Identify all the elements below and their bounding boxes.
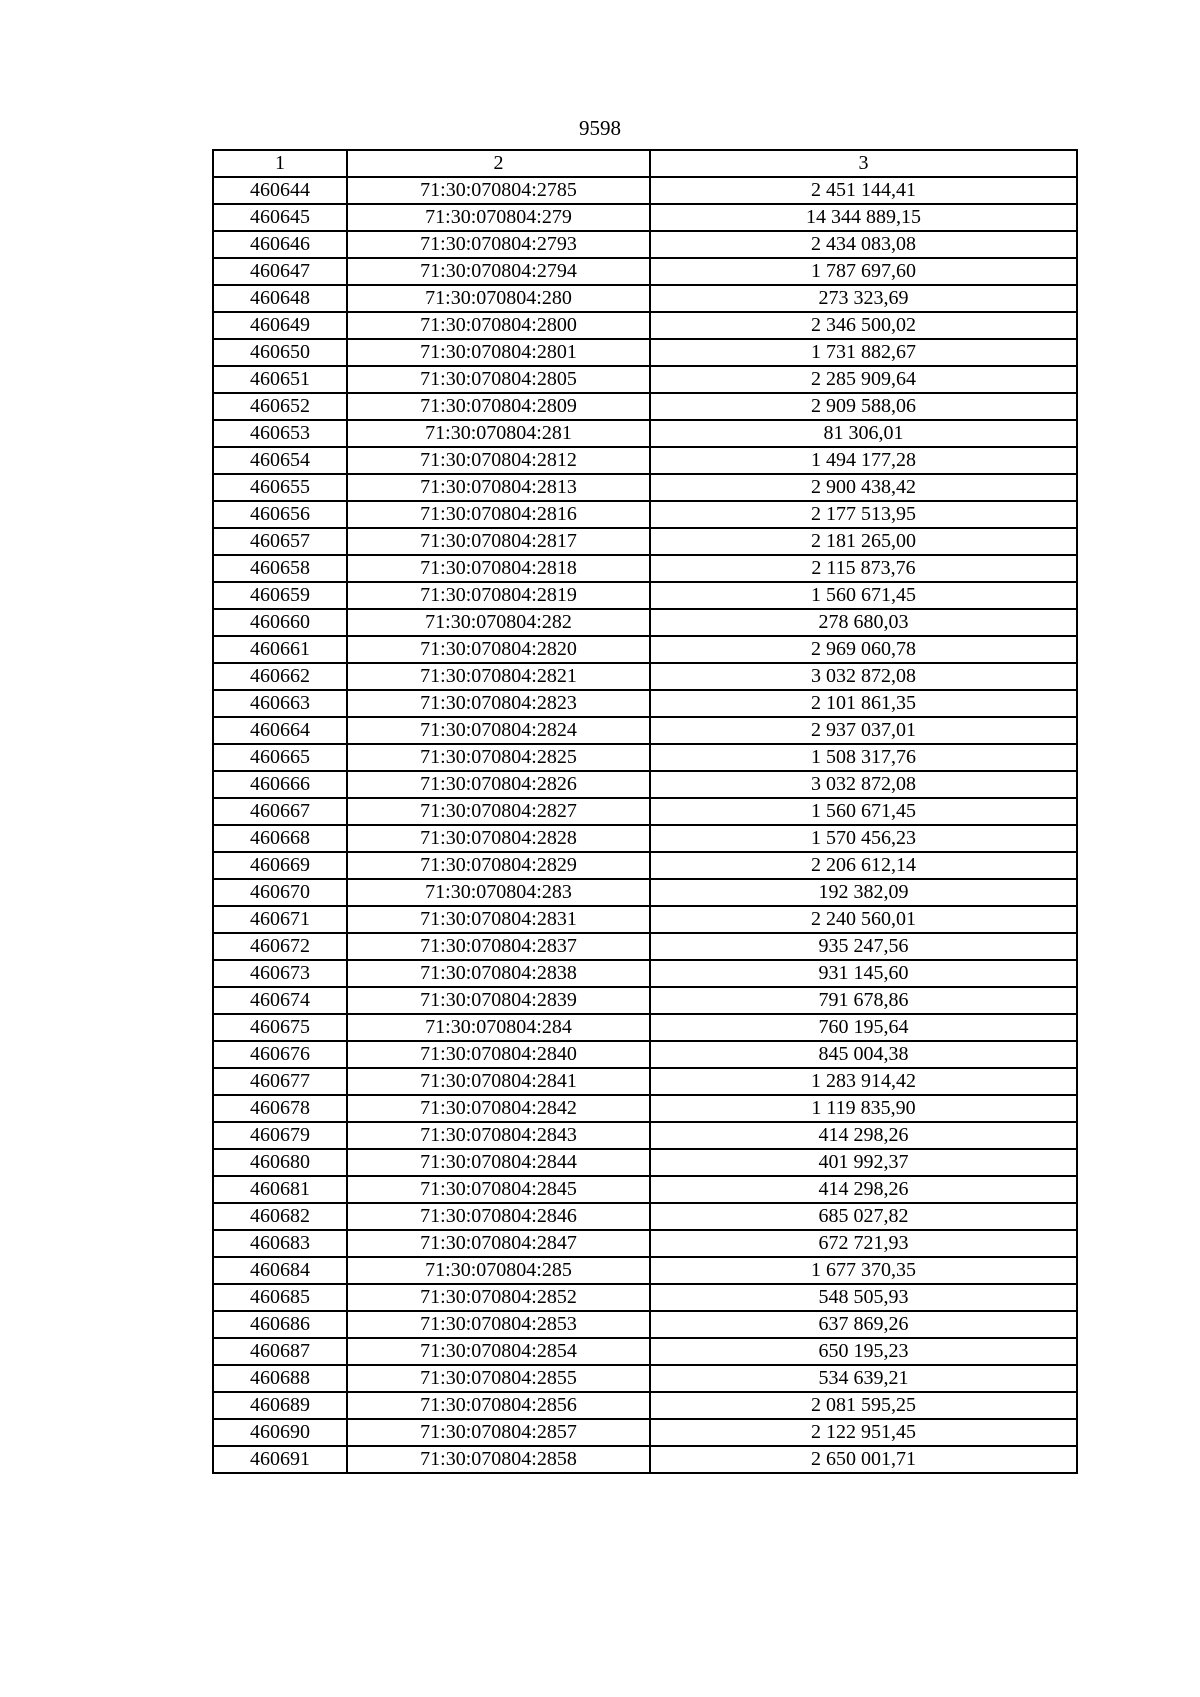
cadastral-number-cell: 71:30:070804:2817 bbox=[347, 528, 650, 555]
table-row bbox=[213, 1203, 1077, 1230]
table-row bbox=[213, 1257, 1077, 1284]
cadastral-value-cell: 2 451 144,41 bbox=[650, 177, 1077, 204]
table-row bbox=[213, 1149, 1077, 1176]
table-row bbox=[213, 528, 1077, 555]
row-number-cell: 460645 bbox=[213, 204, 347, 231]
cadastral-number-cell: 71:30:070804:2842 bbox=[347, 1095, 650, 1122]
cadastral-value-cell: 2 900 438,42 bbox=[650, 474, 1077, 501]
cadastral-value-cell: 2 177 513,95 bbox=[650, 501, 1077, 528]
row-number-cell: 460662 bbox=[213, 663, 347, 690]
table-row bbox=[213, 447, 1077, 474]
column-header-value: 3 bbox=[650, 150, 1077, 177]
cadastral-number-cell: 71:30:070804:2800 bbox=[347, 312, 650, 339]
cadastral-number-cell: 71:30:070804:280 bbox=[347, 285, 650, 312]
table-row bbox=[213, 690, 1077, 717]
cadastral-number-cell: 71:30:070804:2819 bbox=[347, 582, 650, 609]
table-row bbox=[213, 609, 1077, 636]
row-number-cell: 460681 bbox=[213, 1176, 347, 1203]
cadastral-value-cell: 1 787 697,60 bbox=[650, 258, 1077, 285]
table-body bbox=[213, 177, 1077, 1473]
table-row bbox=[213, 501, 1077, 528]
cadastral-number-cell: 71:30:070804:2805 bbox=[347, 366, 650, 393]
cadastral-number-cell: 71:30:070804:2831 bbox=[347, 906, 650, 933]
cadastral-value-cell: 2 285 909,64 bbox=[650, 366, 1077, 393]
cadastral-number-cell: 71:30:070804:2855 bbox=[347, 1365, 650, 1392]
cadastral-number-cell: 71:30:070804:2840 bbox=[347, 1041, 650, 1068]
row-number-cell: 460668 bbox=[213, 825, 347, 852]
row-number-cell: 460691 bbox=[213, 1446, 347, 1473]
cadastral-number-cell: 71:30:070804:2843 bbox=[347, 1122, 650, 1149]
cadastral-number-cell: 71:30:070804:2844 bbox=[347, 1149, 650, 1176]
cadastral-number-cell: 71:30:070804:2826 bbox=[347, 771, 650, 798]
cadastral-number-cell: 71:30:070804:2841 bbox=[347, 1068, 650, 1095]
row-number-cell: 460682 bbox=[213, 1203, 347, 1230]
row-number-cell: 460680 bbox=[213, 1149, 347, 1176]
cadastral-number-cell: 71:30:070804:2837 bbox=[347, 933, 650, 960]
cadastral-value-cell: 2 909 588,06 bbox=[650, 393, 1077, 420]
table-row bbox=[213, 1419, 1077, 1446]
cadastral-value-cell: 2 969 060,78 bbox=[650, 636, 1077, 663]
table-row bbox=[213, 1446, 1077, 1473]
row-number-cell: 460660 bbox=[213, 609, 347, 636]
cadastral-number-cell: 71:30:070804:279 bbox=[347, 204, 650, 231]
cadastral-value-cell: 1 119 835,90 bbox=[650, 1095, 1077, 1122]
cadastral-value-cell: 1 560 671,45 bbox=[650, 798, 1077, 825]
table-row bbox=[213, 960, 1077, 987]
cadastral-number-cell: 71:30:070804:2858 bbox=[347, 1446, 650, 1473]
table-row bbox=[213, 231, 1077, 258]
table-row bbox=[213, 1365, 1077, 1392]
row-number-cell: 460654 bbox=[213, 447, 347, 474]
cadastral-value-cell: 2 240 560,01 bbox=[650, 906, 1077, 933]
table-row bbox=[213, 825, 1077, 852]
cadastral-value-cell: 2 081 595,25 bbox=[650, 1392, 1077, 1419]
row-number-cell: 460650 bbox=[213, 339, 347, 366]
cadastral-number-cell: 71:30:070804:2793 bbox=[347, 231, 650, 258]
cadastral-value-cell: 2 115 873,76 bbox=[650, 555, 1077, 582]
cadastral-value-cell: 791 678,86 bbox=[650, 987, 1077, 1014]
row-number-cell: 460689 bbox=[213, 1392, 347, 1419]
cadastral-value-cell: 401 992,37 bbox=[650, 1149, 1077, 1176]
cadastral-number-cell: 71:30:070804:2845 bbox=[347, 1176, 650, 1203]
table-row bbox=[213, 1176, 1077, 1203]
table-row bbox=[213, 798, 1077, 825]
table-row bbox=[213, 339, 1077, 366]
row-number-cell: 460661 bbox=[213, 636, 347, 663]
row-number-cell: 460670 bbox=[213, 879, 347, 906]
table-row bbox=[213, 1041, 1077, 1068]
cadastral-number-cell: 71:30:070804:2821 bbox=[347, 663, 650, 690]
row-number-cell: 460665 bbox=[213, 744, 347, 771]
table-row bbox=[213, 555, 1077, 582]
table-row bbox=[213, 204, 1077, 231]
cadastral-value-cell: 650 195,23 bbox=[650, 1338, 1077, 1365]
row-number-cell: 460671 bbox=[213, 906, 347, 933]
table-row bbox=[213, 1095, 1077, 1122]
cadastral-number-cell: 71:30:070804:2827 bbox=[347, 798, 650, 825]
cadastral-number-cell: 71:30:070804:2828 bbox=[347, 825, 650, 852]
table-row bbox=[213, 879, 1077, 906]
cadastral-value-cell: 2 122 951,45 bbox=[650, 1419, 1077, 1446]
table-row bbox=[213, 1392, 1077, 1419]
header-row bbox=[213, 150, 1077, 177]
cadastral-value-cell: 278 680,03 bbox=[650, 609, 1077, 636]
row-number-cell: 460664 bbox=[213, 717, 347, 744]
table-row bbox=[213, 744, 1077, 771]
table-row bbox=[213, 906, 1077, 933]
row-number-cell: 460672 bbox=[213, 933, 347, 960]
row-number-cell: 460644 bbox=[213, 177, 347, 204]
table-row bbox=[213, 771, 1077, 798]
table-row bbox=[213, 1311, 1077, 1338]
row-number-cell: 460686 bbox=[213, 1311, 347, 1338]
table-row bbox=[213, 474, 1077, 501]
table-row bbox=[213, 582, 1077, 609]
table-row bbox=[213, 663, 1077, 690]
row-number-cell: 460683 bbox=[213, 1230, 347, 1257]
cadastral-number-cell: 71:30:070804:2823 bbox=[347, 690, 650, 717]
cadastral-value-table bbox=[212, 149, 1078, 1474]
cadastral-number-cell: 71:30:070804:2854 bbox=[347, 1338, 650, 1365]
table-row bbox=[213, 933, 1077, 960]
cadastral-value-cell: 414 298,26 bbox=[650, 1176, 1077, 1203]
cadastral-value-cell: 2 346 500,02 bbox=[650, 312, 1077, 339]
cadastral-number-cell: 71:30:070804:2829 bbox=[347, 852, 650, 879]
row-number-cell: 460646 bbox=[213, 231, 347, 258]
cadastral-value-cell: 672 721,93 bbox=[650, 1230, 1077, 1257]
cadastral-number-cell: 71:30:070804:2847 bbox=[347, 1230, 650, 1257]
cadastral-number-cell: 71:30:070804:2852 bbox=[347, 1284, 650, 1311]
row-number-cell: 460685 bbox=[213, 1284, 347, 1311]
row-number-cell: 460652 bbox=[213, 393, 347, 420]
row-number-cell: 460675 bbox=[213, 1014, 347, 1041]
table-row bbox=[213, 1338, 1077, 1365]
row-number-cell: 460676 bbox=[213, 1041, 347, 1068]
cadastral-value-cell: 931 145,60 bbox=[650, 960, 1077, 987]
cadastral-number-cell: 71:30:070804:284 bbox=[347, 1014, 650, 1041]
row-number-cell: 460679 bbox=[213, 1122, 347, 1149]
cadastral-number-cell: 71:30:070804:2824 bbox=[347, 717, 650, 744]
cadastral-value-cell: 273 323,69 bbox=[650, 285, 1077, 312]
cadastral-number-cell: 71:30:070804:2820 bbox=[347, 636, 650, 663]
cadastral-number-cell: 71:30:070804:281 bbox=[347, 420, 650, 447]
cadastral-value-cell: 1 283 914,42 bbox=[650, 1068, 1077, 1095]
cadastral-value-cell: 192 382,09 bbox=[650, 879, 1077, 906]
row-number-cell: 460657 bbox=[213, 528, 347, 555]
row-number-cell: 460653 bbox=[213, 420, 347, 447]
row-number-cell: 460667 bbox=[213, 798, 347, 825]
row-number-cell: 460684 bbox=[213, 1257, 347, 1284]
cadastral-value-cell: 760 195,64 bbox=[650, 1014, 1077, 1041]
table-row bbox=[213, 312, 1077, 339]
row-number-cell: 460651 bbox=[213, 366, 347, 393]
cadastral-number-cell: 71:30:070804:2785 bbox=[347, 177, 650, 204]
row-number-cell: 460673 bbox=[213, 960, 347, 987]
table-row bbox=[213, 177, 1077, 204]
cadastral-value-cell: 14 344 889,15 bbox=[650, 204, 1077, 231]
row-number-cell: 460677 bbox=[213, 1068, 347, 1095]
cadastral-value-cell: 2 434 083,08 bbox=[650, 231, 1077, 258]
cadastral-number-cell: 71:30:070804:282 bbox=[347, 609, 650, 636]
cadastral-number-cell: 71:30:070804:2856 bbox=[347, 1392, 650, 1419]
cadastral-number-cell: 71:30:070804:2813 bbox=[347, 474, 650, 501]
row-number-cell: 460649 bbox=[213, 312, 347, 339]
cadastral-value-cell: 534 639,21 bbox=[650, 1365, 1077, 1392]
cadastral-number-cell: 71:30:070804:2857 bbox=[347, 1419, 650, 1446]
cadastral-value-cell: 1 570 456,23 bbox=[650, 825, 1077, 852]
row-number-cell: 460688 bbox=[213, 1365, 347, 1392]
row-number-cell: 460659 bbox=[213, 582, 347, 609]
table-row bbox=[213, 1068, 1077, 1095]
cadastral-value-cell: 1 731 882,67 bbox=[650, 339, 1077, 366]
table-row bbox=[213, 717, 1077, 744]
row-number-cell: 460666 bbox=[213, 771, 347, 798]
column-header-number: 1 bbox=[213, 150, 347, 177]
cadastral-value-cell: 3 032 872,08 bbox=[650, 663, 1077, 690]
table-row bbox=[213, 987, 1077, 1014]
cadastral-number-cell: 71:30:070804:2838 bbox=[347, 960, 650, 987]
cadastral-value-cell: 2 650 001,71 bbox=[650, 1446, 1077, 1473]
cadastral-value-cell: 1 677 370,35 bbox=[650, 1257, 1077, 1284]
table-row bbox=[213, 1284, 1077, 1311]
cadastral-number-cell: 71:30:070804:2839 bbox=[347, 987, 650, 1014]
cadastral-value-cell: 2 937 037,01 bbox=[650, 717, 1077, 744]
cadastral-value-cell: 2 101 861,35 bbox=[650, 690, 1077, 717]
cadastral-value-cell: 637 869,26 bbox=[650, 1311, 1077, 1338]
cadastral-value-cell: 548 505,93 bbox=[650, 1284, 1077, 1311]
cadastral-value-cell: 1 560 671,45 bbox=[650, 582, 1077, 609]
cadastral-value-cell: 935 247,56 bbox=[650, 933, 1077, 960]
cadastral-number-cell: 71:30:070804:2812 bbox=[347, 447, 650, 474]
cadastral-value-cell: 2 181 265,00 bbox=[650, 528, 1077, 555]
cadastral-number-cell: 71:30:070804:2825 bbox=[347, 744, 650, 771]
table-row bbox=[213, 285, 1077, 312]
table-row bbox=[213, 366, 1077, 393]
table-row bbox=[213, 258, 1077, 285]
row-number-cell: 460655 bbox=[213, 474, 347, 501]
row-number-cell: 460678 bbox=[213, 1095, 347, 1122]
table-row bbox=[213, 636, 1077, 663]
row-number-cell: 460690 bbox=[213, 1419, 347, 1446]
row-number-cell: 460647 bbox=[213, 258, 347, 285]
cadastral-value-cell: 1 508 317,76 bbox=[650, 744, 1077, 771]
row-number-cell: 460658 bbox=[213, 555, 347, 582]
row-number-cell: 460663 bbox=[213, 690, 347, 717]
cadastral-number-cell: 71:30:070804:2846 bbox=[347, 1203, 650, 1230]
cadastral-value-cell: 81 306,01 bbox=[650, 420, 1077, 447]
table-row bbox=[213, 852, 1077, 879]
cadastral-number-cell: 71:30:070804:2809 bbox=[347, 393, 650, 420]
cadastral-number-cell: 71:30:070804:2853 bbox=[347, 1311, 650, 1338]
table-row bbox=[213, 393, 1077, 420]
cadastral-number-cell: 71:30:070804:2816 bbox=[347, 501, 650, 528]
row-number-cell: 460674 bbox=[213, 987, 347, 1014]
cadastral-number-cell: 71:30:070804:2801 bbox=[347, 339, 650, 366]
cadastral-number-cell: 71:30:070804:283 bbox=[347, 879, 650, 906]
cadastral-value-cell: 685 027,82 bbox=[650, 1203, 1077, 1230]
cadastral-number-cell: 71:30:070804:2794 bbox=[347, 258, 650, 285]
table-row bbox=[213, 1014, 1077, 1041]
cadastral-number-cell: 71:30:070804:285 bbox=[347, 1257, 650, 1284]
cadastral-value-cell: 845 004,38 bbox=[650, 1041, 1077, 1068]
table-row bbox=[213, 1230, 1077, 1257]
row-number-cell: 460648 bbox=[213, 285, 347, 312]
cadastral-value-cell: 414 298,26 bbox=[650, 1122, 1077, 1149]
cadastral-number-cell: 71:30:070804:2818 bbox=[347, 555, 650, 582]
table-row bbox=[213, 1122, 1077, 1149]
page-number: 9598 bbox=[579, 116, 621, 140]
cadastral-value-cell: 3 032 872,08 bbox=[650, 771, 1077, 798]
column-header-cadastral-number: 2 bbox=[347, 150, 650, 177]
cadastral-value-cell: 2 206 612,14 bbox=[650, 852, 1077, 879]
row-number-cell: 460687 bbox=[213, 1338, 347, 1365]
cadastral-value-cell: 1 494 177,28 bbox=[650, 447, 1077, 474]
table-row bbox=[213, 420, 1077, 447]
row-number-cell: 460656 bbox=[213, 501, 347, 528]
row-number-cell: 460669 bbox=[213, 852, 347, 879]
